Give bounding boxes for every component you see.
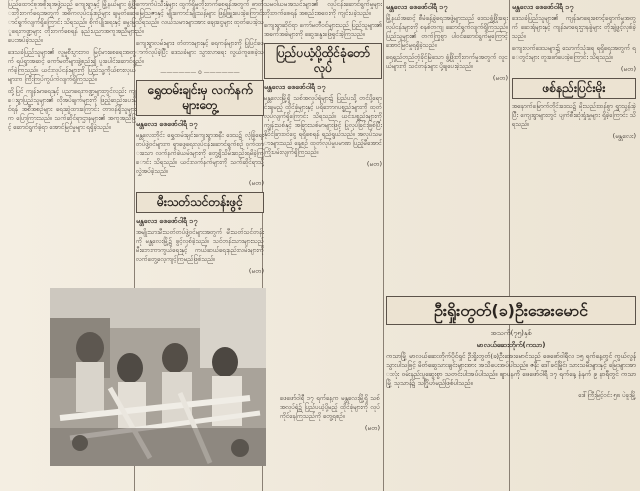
obituary-age: အသက်(၇၅)နှစ် — [490, 329, 532, 337]
dateline: မန္တလေး၊ ဖေဖော်ဝါရီ ၁၇ — [136, 120, 198, 128]
article-paragraph: ဒေသခံပြည်သူများ၏ ကျန်းမာရေးစောင့်ရှောက်မှုအတွက် ဆေးရုံများနှင့် ကျန်းမာရေးဌာနခွဲများ တိုးချဲ့ဖွင့်လှစ်ခဲ့သည်။ — [512, 15, 636, 40]
dateline: မန္တလေး၊ ဖေဖော်ဝါရီ ၁၇ — [136, 217, 198, 225]
headline-export-chairs: ပြည်ပယံ့ပို့ထိုင်ခုံတော်လုပ် — [264, 43, 382, 79]
article-paragraph: ကျေးရွာဆိုင်ရာ ကော်မတီဝင်များသည် ပြည်သူများ၏ အခက်အခဲများကို ဆွေးနွေးဖြေရှင်းခဲ့ကြသည်။ — [264, 22, 382, 38]
source-mark: (မတ) — [364, 424, 380, 432]
news-photo — [50, 288, 266, 466]
dateline: မန္တလေး၊ ဖေဖော်ဝါရီ ၁၇ — [264, 83, 326, 91]
dateline: မန္တလေး၊ ဖေဖော်ဝါရီ ၁၇ — [386, 3, 448, 11]
obituary-footer: ဒေါ်ကြီးမြင့်ဝင်း ၅၈ ပဲခူးမြို့ — [578, 392, 636, 399]
article-paragraph: အမျိုးသားမီးသတ်တပ်ဖွဲ့ဝင်များအတွက် မီးသတ်သင်တန်းကို မန္တလေးမြို့၌ ဖွင့်လှစ်ခဲ့သည်။ သင်တန်းသားများသည် မီးဘေးကာကွယ်ရေးနှင့် ကယ်ဆယ်ရေးနည်းလမ်းများကို လက်တွေ့လေ့ကျင့်ကြမည်ဖြစ်သည်။ — [136, 229, 264, 263]
article-paragraph: ကောက်ပဲသီးနှံများ ထွက်ရှိမှုတိုးတက်စေရန်အတွက် ဓာတ်မြေဩဇာနှင့် မျိုးကောင်းမျိုးသန့်များ ဖြန့်ဖြူးပေးခဲ့ကြောင်း သိရသည်။ လယ်သမားများအား ချေးငွေများ ထုတ်ပေးခဲ့သည်။ — [136, 1, 264, 35]
photo-caption — [280, 286, 380, 435]
article-paragraph: ပြည်ထောင်စုအစိုးရအဖွဲ့သည် ကျေးရွာနှင့် မြို့နယ်များ ဖွံ့ဖြိုးတိုးတက်ရေးအတွက် အဓိကလုပ်ငန်းစဉ်များ ချမှတ်ဆောင်ရွက်လျက်ရှိကြောင်း သိရသည်။ စိုက်ပျိုးရေးနှင့် မွေးမြူရေးကဏ္ဍများ တိုးတက်စေရန် နည်းပညာအကူအညီများ ပေးအပ်ခဲ့သည်။ — [8, 1, 136, 44]
article-paragraph: ထို့ပြင် ကျန်းမာရေးနှင့် ပညာရေးကဏ္ဍများတွင်လည်း ကျေးရွာပြည်သူများ၏ လိုအပ်ချက်များကို ဖြည့်ဆည်းပေးနိုင်ရန် အစီအစဉ်များ ရေးဆွဲထားကြောင်း တာဝန်ရှိသူများက ပြောကြားသည်။ သက်ဆိုင်ရာဌာနများ၏ အကူအညီဖြင့် ဆောင်ရွက်ခဲ့ရာ အောင်မြင်မှုများ ရရှိခဲ့သည်။ — [8, 88, 136, 131]
source-mark: (မတ) — [366, 160, 382, 168]
obituary-headline: ဦးရှိုးတွတ်(ခ)ဦးအေးမောင် — [386, 296, 636, 325]
column-5 — [512, 0, 636, 291]
article-paragraph: မန္တလေးတိုင်း ရွှေထမ်းချင်းကျေးရွာအနီး ဒေသ၌ လုံခြုံရေးတပ်ဖွဲ့ဝင်များက ရှာဖွေရေးလုပ်ငန်းဆောင်ရွက်စဉ် ဝှက်ထားသော လက်နက်ခဲယမ်းများကို တွေ့ရှိသိမ်းဆည်းရမိခဲ့ကြောင်း သိရသည်။ ယင်းလက်နက်များကို သက်ဆိုင်ရာသို့ လွှဲအပ်ခဲ့သည်။ — [136, 132, 264, 175]
headline-fire-course: မီးသတ်သင်တန်းဖွင့် — [136, 192, 264, 213]
article-paragraph: သမဝါယမအသင်းများ၏ လုပ်ငန်းဆောင်ရွက်မှုများ တိုးတက်စေရန် အစည်းအဝေးကို ကျင်းပခဲ့သည်။ — [264, 1, 382, 17]
obituary-byline: မာလယ်ဆေးတိုက်(ကသာ) — [476, 341, 546, 349]
dateline: မန္တလေး၊ ဖေဖော်ဝါရီ ၁၇ — [512, 3, 574, 11]
source-mark: (မတ) — [248, 179, 264, 187]
headline-weapons-found: ရွှေထမ်းချင်းမှ လက်နက်များတွေ့ — [136, 80, 264, 116]
article-paragraph: ဒေသခံပြည်သူများ၏ လူမှုစီးပွားဘဝ မြင့်မားစေရေးအတွက် ရပ်ရွာအဆင့် ကော်မတီများဖွဲ့စည်း၍ ပူးပေါင်းဆောင်ရွက်ခဲ့ကြသည်။ ယင်းလုပ်ငန်းများကို ပြည်သူ့ကိုယ်စားလှယ်များက ကြီးကြပ်ကွပ်ကဲလျက်ရှိကြသည်။ — [8, 49, 136, 83]
source-mark: (မတ) — [248, 267, 264, 275]
obituary-text: ကသာမြို့ မာလယ်ဆေးတိုက်ပိုင်ရှင် ဦးရှိုးတွတ်(ခ)ဦးအေးမောင်သည် ဖေဖော်ဝါရီလ ၁၅ ရက်နေ့တွင် ကွယ်လွန်သွားပါသဖြင့် မိတ်ဆွေသားချင်းများအား အသိပေးအပ်ပါသည်။ ဇနီး ဒေါ်ခင်မြိုင်၊ သားသမီးများနှင့် မြေးများအားလုံး ဝမ်းနည်းပူဆွေးစွာ သတင်းပါးအပ်ပါသည်။ ဈာပနကို ဖေဖော်ဝါရီ ၁၇ ရက်နေ့ နံနက် ၉ နာရီတွင် ကသာမြို့ သုသာန်၌ သင်္ဂြိုဟ်မည်ဖြစ်ပါသည်။ — [386, 352, 636, 387]
article-paragraph: ကျေးရွာလမ်းများ၊ တံတားများနှင့် ရေကန်များကို ပြုပြင်ဖောက်လုပ်ခဲ့ပြီး ဒေသခံများ သွားလာရေး လွယ်ကူစေခဲ့သည်။ — [136, 40, 264, 65]
source-mark: (မတ) — [492, 74, 508, 82]
article-paragraph: မန္တလေးမြို့ရှိ သစ်အလုပ်ရုံများ၌ ပြည်ပသို့ တင်ပို့ရောင်းချမည့် ထိုင်ခုံများနှင့် ပရိဘောဂပစ္စည်းများကို ထုတ်လုပ်လျက်ရှိကြောင်း သိရသည်။ ယင်းပစ္စည်းများကို ကျွန်းသစ်နှင့် အခြားသစ်မာများဖြင့် ပြုလုပ်ခြင်းဖြစ်ပြီး နိုင်ငံခြားဝင်ငွေ ရရှိစေရန် ရည်ရွယ်သည်။ အလုပ်သမားများသည် နေ့စဉ် ထုတ်လုပ်မှုပမာဏ ပြည့်မီအောင် ကြိုးပမ်းလျက်ရှိကြသည်။ — [264, 95, 382, 156]
headline-heavy-rain: ဖစ်နည်းပြင်းမိုး — [512, 78, 636, 99]
article-paragraph: ရေရှည်တည်တံ့ခိုင်မြဲသော ဖွံ့ဖြိုးတိုးတက်မှုအတွက် လူငယ်များကို သင်တန်းများ ပို့ချပေးခဲ့သည်။ — [386, 54, 508, 70]
article-paragraph: အနောက်မြောက်တိုင်းဒေသ၌ မိုးသည်းထန်စွာ ရွာသွန်းခဲ့ပြီး ကျေးရွာများတွင် ပျက်စီးဆုံးရှုံးမှုများ ရှိခဲ့ကြောင်း သိရသည်။ — [512, 103, 636, 128]
column-rule — [383, 0, 384, 491]
caption-text: ဖေဖော်ဝါရီ ၁၇ ရက်နေ့က မန္တလေးမြို့ရှိ သစ်အလုပ်ရုံ၌ ပြည်ပယံ့ပို့မည့် ထိုင်ခုံများကို လုပ်ကိုင်နေကြသည်ကို တွေ့ရစဉ်။ — [280, 395, 380, 420]
workers-photo-image — [50, 288, 266, 466]
source-mark: (မန္တလေး) — [612, 132, 636, 140]
section-separator: —————— o —————— — [160, 69, 240, 76]
column-3 — [264, 0, 382, 281]
column-4 — [386, 0, 508, 291]
article-paragraph: ကျေးလက်ဒေသများ၌ သောက်သုံးရေ ရရှိရေးအတွက် ရေတွင်းများ တူးဖော်ပေးခဲ့ကြောင်း သိရသည်။ — [512, 45, 636, 61]
source-mark: (မတ) — [620, 65, 636, 73]
obituary-notice — [386, 296, 636, 486]
article-paragraph: မြို့နယ်အဆင့် စီမံခန့်ခွဲရေးအဖွဲ့များသည် ဒေသဖွံ့ဖြိုးရေးလုပ်ငန်းများကို စနစ်တကျ ဆောင်ရွက်လျက်ရှိကြသည်။ ပြည်သူများ၏ တက်ကြွစွာ ပါဝင်ဆောင်ရွက်မှုကြောင့် အောင်မြင်မှုရရှိခဲ့သည်။ — [386, 15, 508, 49]
